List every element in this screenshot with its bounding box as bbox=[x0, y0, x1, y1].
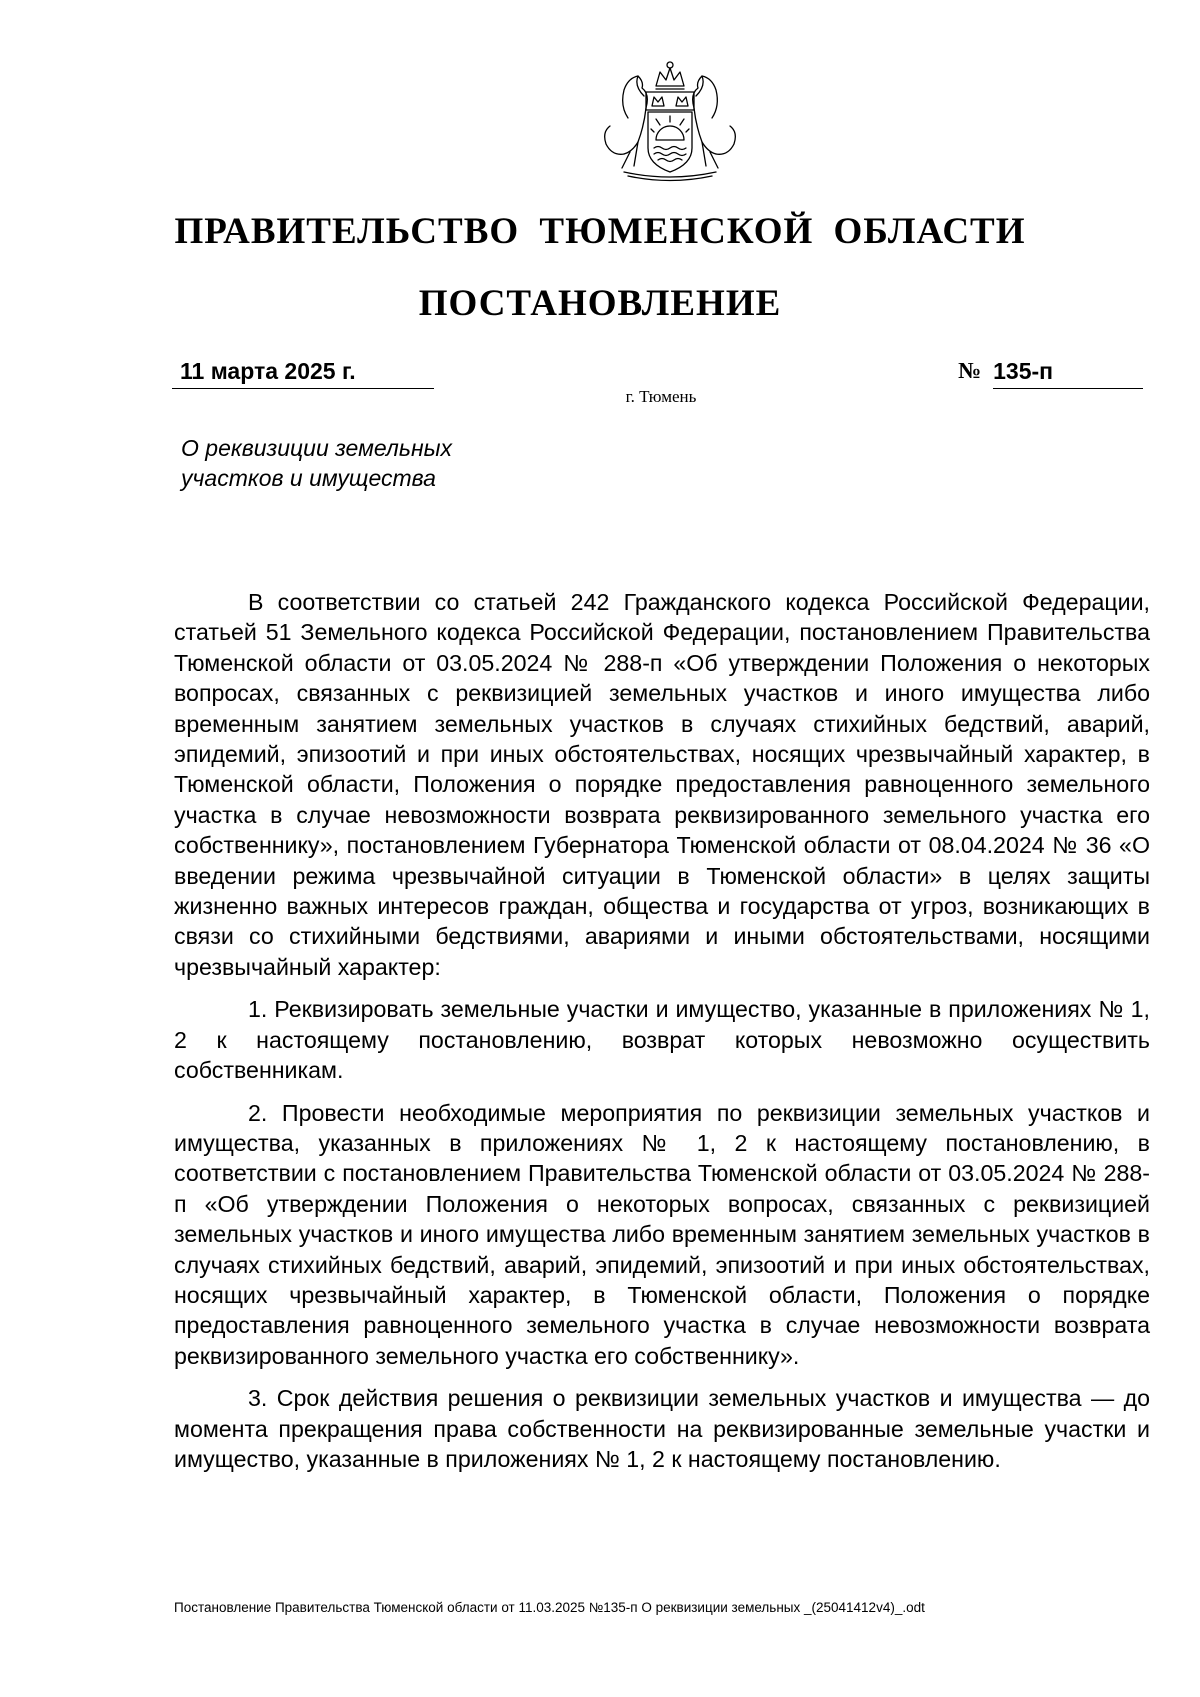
preamble-paragraph: В соответствии со статьей 242 Гражданского кодекса Российской Федерации, статьей 51 Земельного кодекса Российской Федерации, постановлением Правительства Тюменской области от 03.05.2024 № 288-п «Об утверждении Положения о некоторых вопросах, связанных с реквизицией земельных участков и иного имущества либо временным занятием земельных участков в случаях стихийных бедствий, аварий, эпидемий, эпизоотий и при иных обстоятельствах, носящих чрезвычайный характер, в Тюменской области, Положения о порядке предоставления равноценного земельного участка в случае невозможности возврата реквизированного земельного участка его собственнику», постановлением Губернатора Тюменской области от 08.04.2024 № 36 «О введении режима чрезвычайной ситуации в Тюменской области» в целях защиты жизненно важных интересов граждан, общества и государства от угроз, возникающих в связи со стихийными бедствиями, авариями и иными обстоятельствами, носящими чрезвычайный характер: bbox=[174, 589, 1150, 980]
item-3-paragraph: 3. Срок действия решения о реквизиции земельных участков и имущества — до момента прекращения права собственности на реквизированные земельные участки и имущество, указанные в приложениях № 1, 2 к настоящему постановлению. bbox=[174, 1385, 1150, 1472]
item-1-paragraph: 1. Реквизировать земельные участки и имущество, указанные в приложениях № 1, 2 к настоящему постановлению, возврат которых невозможно осуществить собственникам. bbox=[174, 996, 1150, 1084]
coat-of-arms-icon bbox=[594, 56, 746, 184]
footer-filename: Постановление Правительства Тюменской области от 11.03.2025 №135-п О реквизиции земельных _(25041412v4)_.odt bbox=[174, 1600, 925, 1615]
document-number-block bbox=[958, 355, 1143, 389]
subject-line-1: О реквизиции земельных bbox=[181, 435, 453, 461]
document-date: 11 марта 2025 г. bbox=[172, 355, 434, 389]
document-number: 135-п bbox=[993, 355, 1143, 389]
document-body bbox=[174, 587, 1150, 1486]
item-2-paragraph: 2. Провести необходимые мероприятия по реквизиции земельных участков и имущества, указанных в приложениях № 1, 2 к настоящему постановлению, в соответствии с постановлением Правительства Тюменской области от 03.05.2024 № 288-п «Об утверждении Положения о некоторых вопросах, связанных с реквизицией земельных участков и иного имущества либо временным занятием земельных участков в случаях стихийных бедствий, аварий, эпидемий, эпизоотий и при иных обстоятельствах, носящих чрезвычайный характер, в Тюменской области, Положения о порядке предоставления равноценного земельного участка в случае невозможности возврата реквизированного земельного участка его собственнику». bbox=[174, 1099, 1150, 1369]
document-city: г. Тюмень bbox=[625, 387, 697, 406]
document-type-title: ПОСТАНОВЛЕНИЕ bbox=[418, 283, 782, 324]
organization-title: ПРАВИТЕЛЬСТВО ТЮМЕНСКОЙ ОБЛАСТИ bbox=[174, 211, 1026, 252]
subject-line-2: участков и имущества bbox=[181, 465, 436, 491]
number-sign: № bbox=[958, 358, 982, 383]
document-subject bbox=[181, 433, 521, 493]
